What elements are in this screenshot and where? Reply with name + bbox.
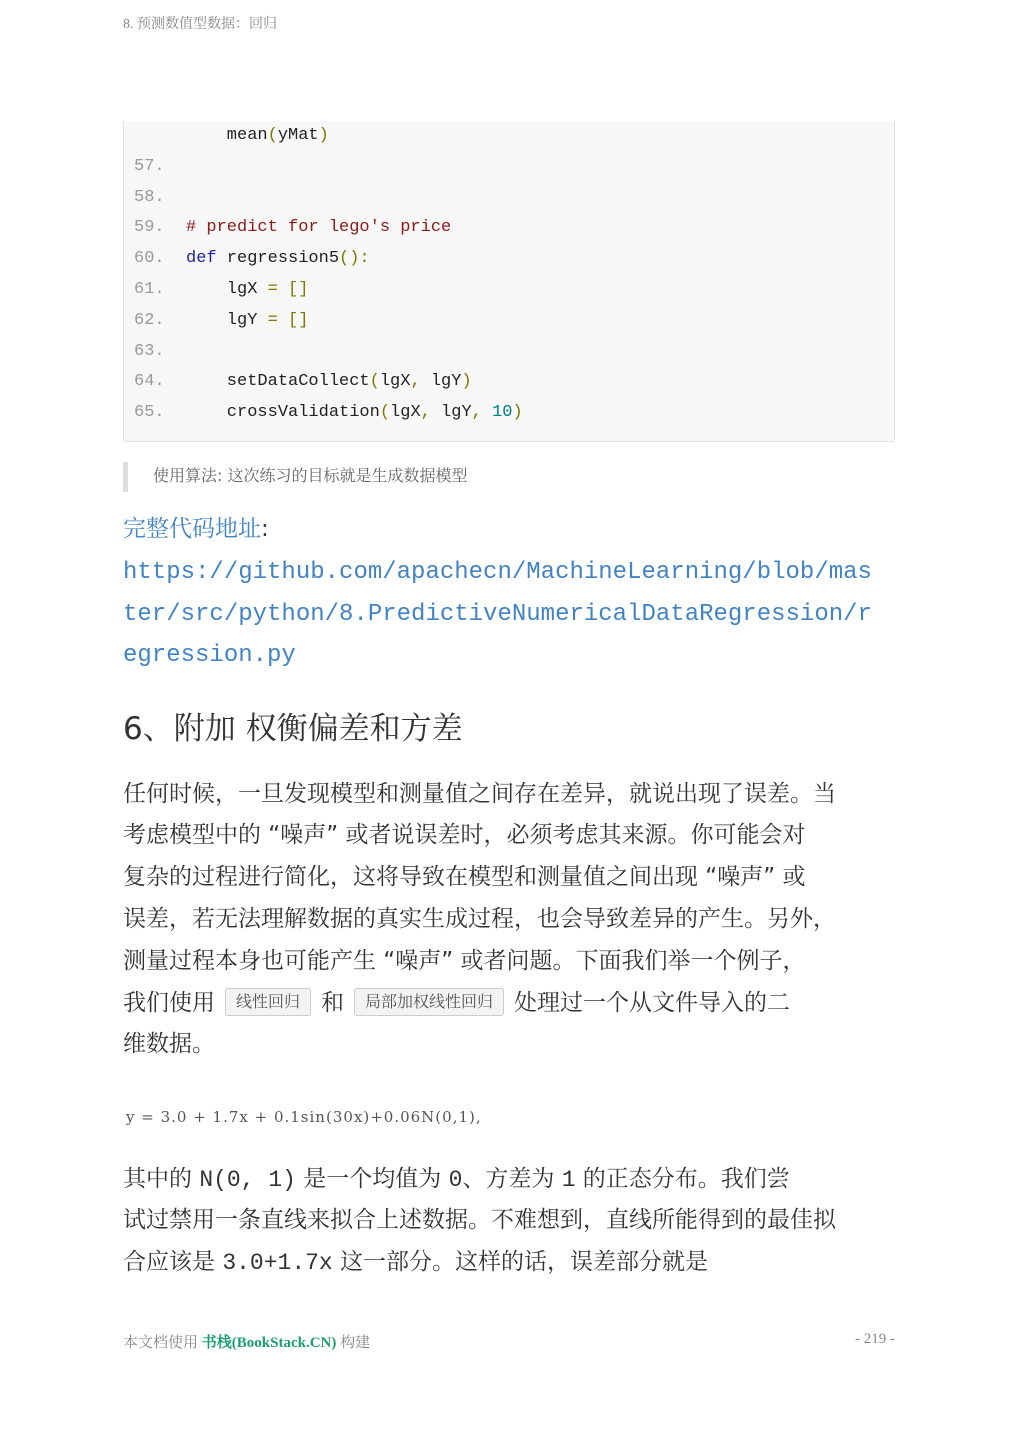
code-token: ( [267, 126, 278, 145]
code-token: lgX [186, 280, 268, 299]
code-token: (): [339, 249, 370, 269]
line-number: 65. [134, 403, 165, 423]
code-token: lgY [420, 372, 462, 392]
inline-code-variance: 1 [561, 1167, 576, 1193]
line-number: 59. [134, 218, 165, 238]
paragraph2-line-1 [123, 1159, 895, 1201]
inline-code-linear-regression: 线性回归 [225, 988, 311, 1016]
code-text [186, 244, 370, 274]
footer-brand-link[interactable]: 书栈(BookStack.CN) [201, 1335, 337, 1351]
text-fragment: 和 [321, 990, 345, 1016]
code-block [123, 121, 895, 442]
formula-image: y = 3.0 + 1.7x + 0.1sin(30x)+0.06N(0,1), [126, 1108, 482, 1126]
paragraph-line: 复杂的过程进行简化，这将导致在模型和测量值之间出现 “噪声” 或 [123, 864, 806, 890]
text-fragment: 合应该是 [123, 1249, 223, 1275]
code-token: 10 [481, 403, 513, 423]
note-text: 使用算法: 这次练习的目标就是生成数据模型 [153, 466, 468, 485]
code-token: lgX [390, 403, 421, 423]
section-title: 6、附加 权衡偏差和方差 [123, 711, 463, 747]
code-token: ( [369, 372, 380, 392]
text-fragment: 、方差为 [462, 1166, 562, 1192]
footer-credit [123, 1331, 370, 1352]
inline-code-mean: 0 [448, 1167, 463, 1193]
paragraph-line: 考虑模型中的 “噪声” 或者说误差时，必须考虑其来源。你可能会对 [123, 822, 806, 848]
paragraph2-line-3 [123, 1242, 895, 1284]
inline-code-line: 3.0+1.7x [222, 1250, 333, 1276]
code-token: , [471, 403, 482, 423]
code-token: ( [379, 403, 391, 423]
footer-suffix: 构建 [336, 1335, 371, 1351]
line-number: 62. [134, 310, 165, 330]
footer-prefix: 本文档使用 [123, 1335, 202, 1351]
paragraph-line: 维数据。 [123, 1031, 215, 1057]
line-number: 58. [134, 187, 165, 207]
source-link-label-text[interactable]: 完整代码地址 [123, 516, 261, 542]
code-token: ) [512, 403, 523, 423]
algorithm-note [123, 462, 898, 492]
line-number: 60. [134, 249, 165, 269]
paragraph-line-with-chips [123, 983, 895, 1024]
text-fragment: 这一部分。这样的话，误差部分就是 [332, 1249, 709, 1275]
line-number: 63. [134, 341, 165, 361]
source-url-line-2[interactable]: ter/src/python/8.PredictiveNumericalDataRegression/r [123, 601, 872, 628]
line-number: 61. [134, 280, 165, 299]
code-token: , [420, 403, 431, 423]
text-fragment: 是一个均值为 [295, 1166, 449, 1192]
code-token: lgY [430, 403, 472, 423]
code-token: setDataCollect [186, 372, 370, 392]
page-number: - 219 - [855, 1331, 895, 1347]
source-url-line-1[interactable]: https://github.com/apachecn/MachineLearning/blob/mas [123, 559, 872, 586]
code-token: regression5 [216, 249, 340, 269]
line-number: 64. [134, 372, 165, 392]
inline-code-normal: N(0, 1) [199, 1167, 296, 1193]
code-token: = [] [267, 310, 309, 330]
code-text [186, 306, 308, 336]
code-text [186, 398, 523, 428]
paragraph-line: 测量过程本身也可能产生 “噪声” 或者问题。下面我们举一个例子， [123, 948, 806, 974]
paragraph2-line-2: 试过禁用一条直线来拟合上述数据。不难想到，直线所能得到的最佳拟 [123, 1207, 836, 1233]
code-token: lgX [379, 372, 411, 392]
code-text [186, 213, 451, 243]
line-number: 57. [134, 156, 165, 176]
code-token: def [186, 249, 217, 269]
code-text [186, 367, 472, 397]
inline-code-lwlr: 局部加权线性回归 [354, 988, 504, 1016]
code-token: lgY [186, 310, 268, 330]
source-link-label [123, 512, 269, 546]
paragraph-line: 误差，若无法理解数据的真实生成过程，也会导致差异的产生。另外， [123, 906, 836, 932]
code-token: , [410, 372, 421, 392]
code-token: yMat [277, 126, 319, 145]
code-text [186, 121, 329, 151]
source-url-line-3[interactable]: egression.py [123, 642, 296, 669]
code-token: ) [461, 372, 472, 392]
code-token: = [] [267, 280, 309, 299]
text-fragment: 我们使用 [123, 990, 215, 1016]
text-fragment: 其中的 [123, 1166, 200, 1192]
source-link-colon: : [261, 516, 269, 542]
code-token: ) [318, 126, 329, 145]
code-text [186, 275, 308, 305]
text-fragment: 处理过一个从文件导入的二 [514, 990, 791, 1016]
running-header: 8. 预测数值型数据：回归 [123, 17, 277, 32]
code-token: # predict for lego's price [186, 218, 452, 238]
code-token: mean [186, 126, 268, 145]
text-fragment: 的正态分布。我们尝 [575, 1166, 790, 1192]
code-token: crossValidation [186, 403, 380, 423]
paragraph-line: 任何时候，一旦发现模型和测量值之间存在差异，就说出现了误差。当 [123, 781, 836, 807]
